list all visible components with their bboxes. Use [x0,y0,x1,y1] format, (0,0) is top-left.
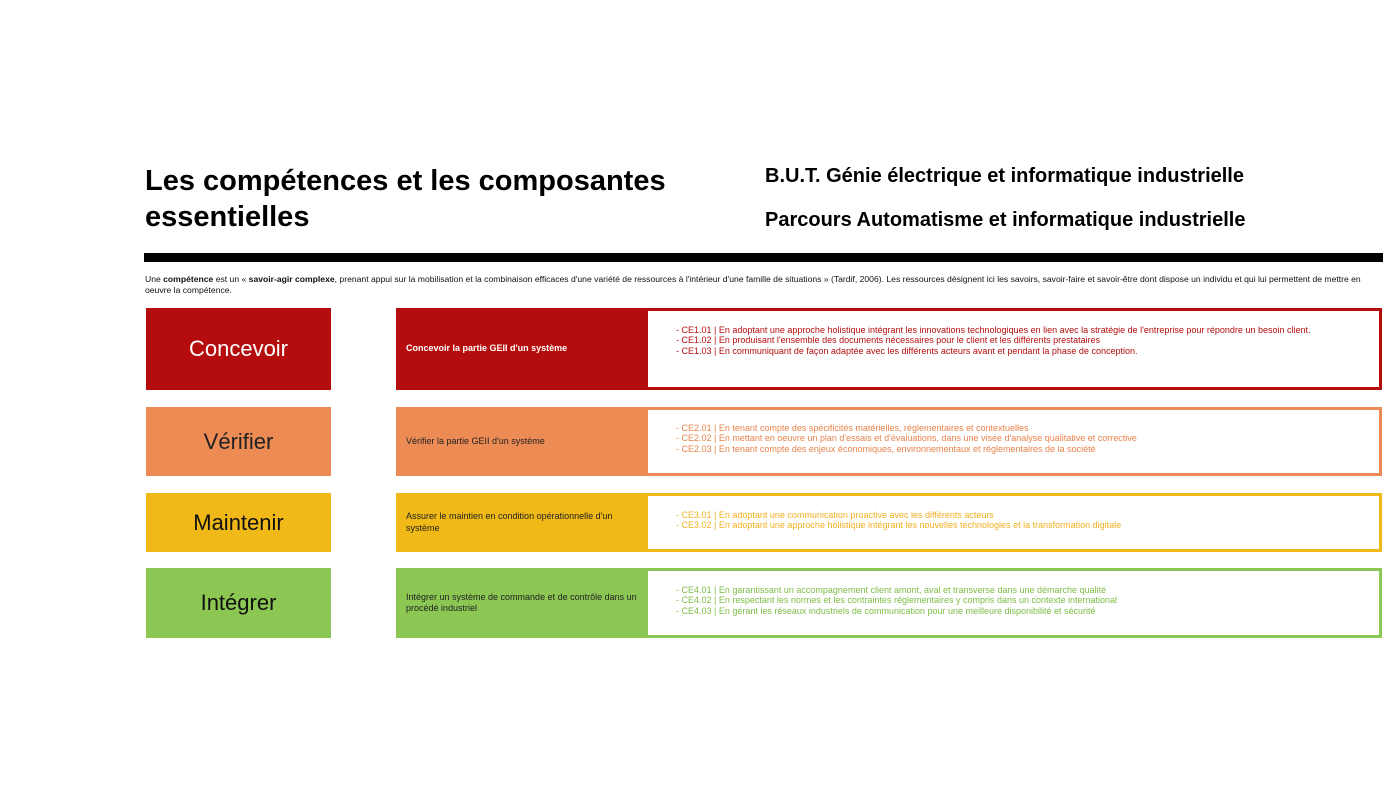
intro-term-savoir-agir: savoir-agir complexe [248,274,335,284]
criterion-item: - CE4.03 | En gérant les réseaux industriels de communication pour une meilleure disponibilité et sécurité [676,605,1096,616]
competence-description: Assurer le maintien en condition opérationnelle d'un système [406,511,613,533]
criterion-item: - CE1.01 | En adoptant une approche holistique intégrant les innovations technologiques en lien avec la stratégie de l'entreprise pour répondre un besoin client. [676,325,1311,335]
competence-label: Concevoir [146,308,331,390]
competence-panel [396,493,1382,552]
competence-description: Intégrer un système de commande et de contrôle dans un procédé industriel [406,591,637,613]
intro-paragraph [145,274,1385,295]
intro-term-competence: compétence [163,274,214,284]
competence-row-maintenir [0,493,1395,552]
competence-row-integrer [0,568,1395,638]
competence-label: Intégrer [146,568,331,638]
criterion-item: - CE1.03 | En communiquant de façon adaptée avec les différents acteurs avant et pendant la phase de conception. [676,345,1138,356]
competence-label: Vérifier [146,407,331,476]
criteria-box [648,496,1379,549]
competence-description: Concevoir la partie GEII d'un système [406,343,568,354]
competence-row-concevoir [0,308,1395,390]
intro-text: , prenant appui sur la mobilisation et la combinaison efficaces d'une variété de ressources à l'intérieur d'une famille de situations » (Tardif, 2006). Les ressources désignent ici les savoirs, savoir-faire et savoir-être dont dispose un individu et qui lui permettent de mettre en oeuvre la compétence. [145,274,1361,295]
competence-panel [396,308,1382,390]
criterion-item: - CE4.02 | En respectant les normes et les contraintes réglementaires y compris dans un contexte international [676,595,1118,606]
intro-text: est un « [213,274,249,284]
criterion-item: - CE1.02 | En produisant l'ensemble des documents nécessaires pour le client et les différents prestataires [676,335,1101,346]
intro-text: Une [145,274,164,284]
criterion-item: - CE3.02 | En adoptant une approche holistique intégrant les nouvelles technologies et la transformation digitale [676,520,1122,531]
criteria-box [648,311,1379,387]
criterion-item: - CE2.02 | En mettant en oeuvre un plan d'essais et d'évaluations, dans une visée d'analyse qualitative et corrective [676,433,1137,444]
criterion-item: - CE4.01 | En garantissant un accompagnement client amont, aval et transverse dans une démarche qualité [676,585,1107,595]
track-title: Parcours Automatisme et informatique industrielle [765,209,1246,231]
criterion-item: - CE3.01 | En adoptant une communication proactive avec les différents acteurs [676,510,994,520]
criteria-box [648,571,1379,635]
header-divider [144,253,1383,262]
competence-description: Vérifier la partie GEII d'un système [406,435,545,446]
competence-panel [396,407,1382,476]
program-header [765,163,1365,233]
competence-row-verifier [0,407,1395,476]
criteria-box [648,410,1379,473]
competence-panel [396,568,1382,638]
criterion-item: - CE2.03 | En tenant compte des enjeux économiques, environnementaux et réglementaires de la société [676,443,1096,454]
competence-label: Maintenir [146,493,331,552]
degree-title: B.U.T. Génie électrique et informatique industrielle [765,165,1244,187]
page-title: Les compétences et les composantes essentielles [145,165,666,233]
criterion-item: - CE2.01 | En tenant compte des spécificités matérielles, réglementaires et contextuelles [676,423,1029,433]
